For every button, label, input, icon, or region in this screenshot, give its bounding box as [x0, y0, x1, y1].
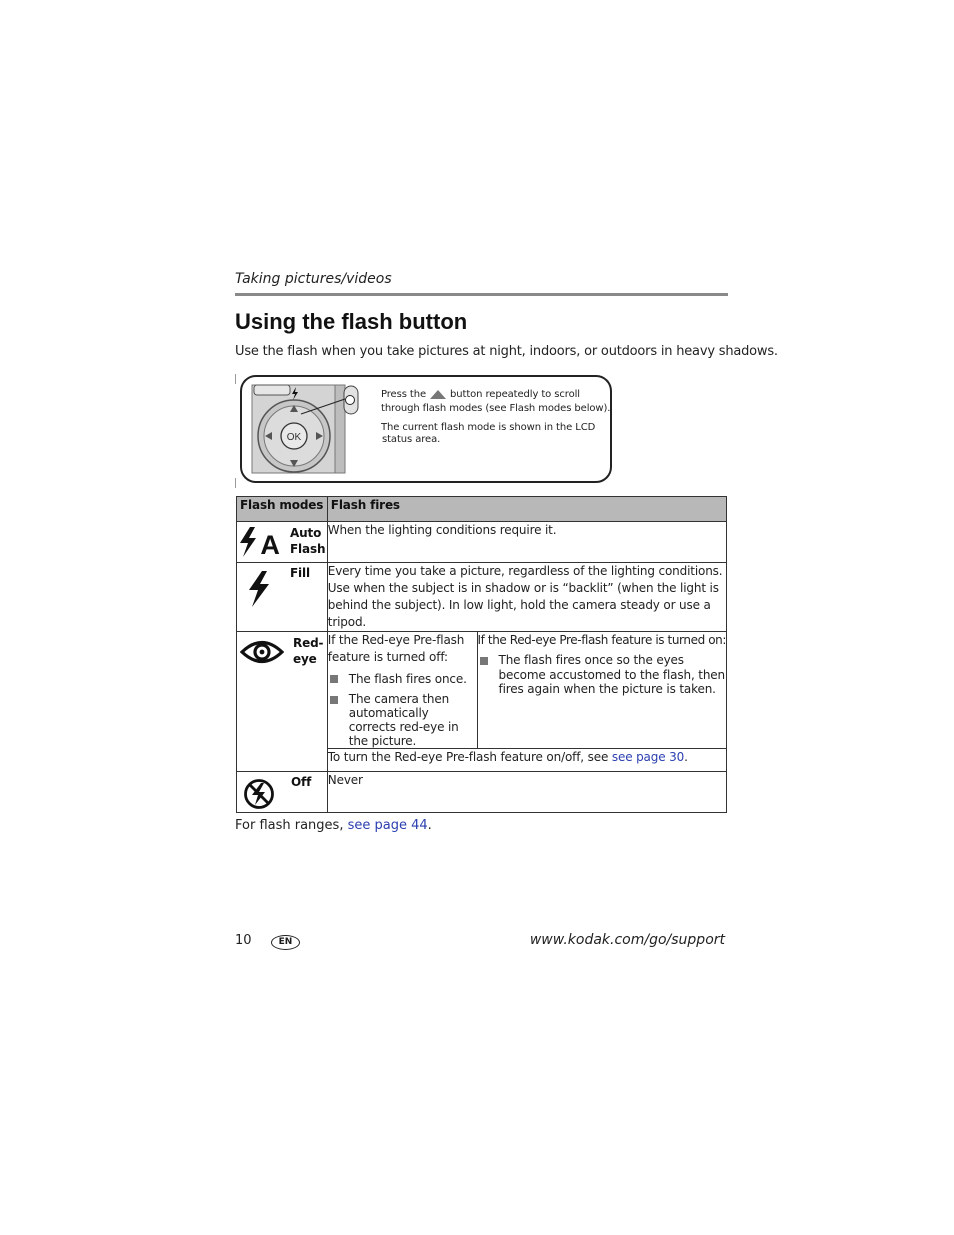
table-row-red-eye — [237, 632, 727, 749]
desc-auto: When the lighting conditions require it. — [327, 522, 726, 563]
callout-press-line2: through flash modes (see Flash modes below). — [381, 403, 611, 414]
red-eye-off-bullet2: The camera then automatically corrects red-eye in the picture. — [348, 692, 459, 748]
page-number: 10 — [235, 933, 252, 948]
intro-text: Use the flash when you take pictures at night, indoors, or outdoors in heavy shadows. — [235, 344, 778, 359]
red-eye-on-bullet1: The flash fires once so the eyes become accustomed to the flash, then fires again when the picture is taken. — [498, 653, 725, 696]
desc-fill: Every time you take a picture, regardless of the lighting conditions. Use when the subject is in shadow or is “backlit” (when the light is behind the subject). In low light, hold the camera steady or use a tripod. — [327, 563, 726, 632]
mode-cell-fill — [237, 563, 328, 632]
red-eye-off-intro: If the Red-eye Pre-flash feature is turned off: — [327, 633, 465, 664]
svg-text:A: A — [260, 530, 280, 557]
list-item — [328, 692, 477, 748]
section-rule — [235, 293, 728, 296]
list-item — [478, 653, 726, 697]
mode-name-red-eye-line2: eye — [293, 652, 317, 666]
margin-tick — [235, 374, 236, 384]
bullet-square-icon — [330, 696, 338, 704]
callout-press-before: Press the — [381, 389, 427, 400]
callout-press-line — [381, 389, 580, 402]
flash-ranges-note — [235, 818, 432, 833]
red-eye-toggle-end: . — [684, 750, 688, 764]
mode-name-auto-line2: Flash — [290, 542, 326, 556]
fill-flash-icon — [248, 571, 272, 607]
callout-press-after: button repeatedly to scroll — [450, 389, 580, 400]
col-header-flash-fires: Flash fires — [327, 497, 726, 522]
camera-controls-illustration — [249, 383, 389, 475]
col-header-flash-modes: Flash modes — [237, 497, 328, 522]
bullet-square-icon — [480, 657, 488, 665]
list-item — [328, 671, 477, 688]
support-url: www.kodak.com/go/support — [529, 932, 725, 948]
desc-red-eye-on — [477, 632, 726, 749]
desc-off: Never — [327, 772, 726, 813]
red-eye-toggle-note — [327, 749, 726, 772]
mode-name-off: Off — [291, 775, 312, 789]
flash-off-icon — [243, 778, 275, 810]
callout-current-line1: The current flash mode is shown in the LCD — [381, 422, 596, 433]
mode-name-auto — [290, 525, 325, 557]
callout-current-line2: status area. — [382, 434, 441, 445]
page-title: Using the flash button — [235, 309, 468, 334]
mode-cell-red-eye — [237, 632, 328, 772]
red-eye-toggle-text: To turn the Red-eye Pre-flash feature on/off, see — [327, 750, 612, 764]
flash-ranges-end: . — [427, 818, 432, 833]
mode-name-red-eye — [293, 635, 323, 667]
see-page-30-link[interactable]: see page 30 — [611, 750, 685, 764]
see-page-44-link[interactable]: see page 44 — [347, 818, 428, 833]
red-eye-icon — [240, 637, 284, 667]
flash-modes-table — [236, 496, 727, 813]
table-row-fill — [237, 563, 727, 632]
bullet-square-icon — [330, 675, 338, 683]
mode-name-auto-line1: Auto — [290, 526, 322, 540]
ok-label: OK — [286, 432, 302, 443]
language-badge: EN — [271, 935, 300, 950]
table-row-off — [237, 772, 727, 813]
mode-cell-auto — [237, 522, 328, 563]
auto-flash-icon — [239, 527, 283, 557]
mode-name-red-eye-line1: Red- — [293, 636, 324, 650]
desc-red-eye-off — [327, 632, 477, 749]
mode-cell-off — [237, 772, 328, 813]
margin-tick — [235, 478, 236, 488]
up-button-icon — [430, 390, 446, 399]
section-header: Taking pictures/videos — [235, 271, 392, 287]
mode-name-fill: Fill — [290, 566, 310, 580]
red-eye-off-bullet1: The flash fires once. — [348, 672, 467, 686]
flash-ranges-text: For flash ranges, — [235, 818, 348, 833]
red-eye-on-intro: If the Red-eye Pre-flash feature is turned on: — [477, 633, 726, 647]
table-header-row — [237, 497, 727, 522]
table-row-auto-flash — [237, 522, 727, 563]
